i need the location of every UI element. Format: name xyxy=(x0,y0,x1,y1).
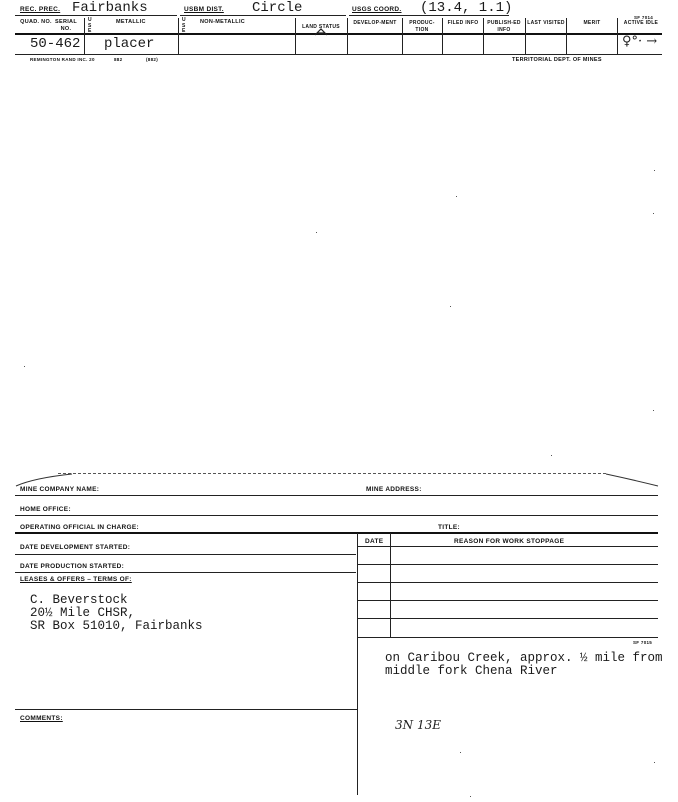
reason-header: REASON FOR WORK STOPPAGE xyxy=(454,538,565,545)
operating-official-label: OPERATING OFFICIAL IN CHARGE: xyxy=(20,524,139,531)
col-divider xyxy=(525,18,526,54)
date-col-divider xyxy=(390,533,391,637)
header-nonmetallic: NON-METALLIC xyxy=(200,19,246,25)
header-use: U S E xyxy=(88,17,92,34)
col-divider xyxy=(483,18,484,54)
date-production-label: DATE PRODUCTION STARTED: xyxy=(20,563,125,570)
header-active-idle: ACTIVE IDLE xyxy=(623,20,659,26)
header-published-info: PUBLISH-ED INFO xyxy=(487,20,521,33)
speck xyxy=(24,366,25,367)
header-metallic: METALLIC xyxy=(116,19,146,25)
handwritten-mark-top: ♀°· → xyxy=(622,34,658,49)
speck xyxy=(316,232,317,233)
card-curve-right xyxy=(604,472,660,488)
speck xyxy=(456,196,457,197)
header-last-visited: LAST VISITED xyxy=(527,20,565,26)
footer-remington: REMINGTON RAND INC. 20 xyxy=(30,57,95,62)
header-production: PRODUC-TION xyxy=(409,20,435,33)
rule xyxy=(349,15,509,16)
home-office-label: HOME OFFICE: xyxy=(20,506,71,513)
usbm-dist-label: USBM DIST. xyxy=(184,6,224,13)
header-merit: MERIT xyxy=(583,20,601,26)
col-divider xyxy=(617,18,618,54)
rule xyxy=(357,637,658,638)
footer-territorial: TERRITORIAL DEPT. OF MINES xyxy=(512,57,602,63)
speck xyxy=(653,410,654,411)
header-quad: QUAD. NO. xyxy=(20,19,52,25)
col-divider xyxy=(178,18,179,54)
footer-code-2: (882) xyxy=(146,57,159,62)
speck xyxy=(450,306,451,307)
date-header: DATE xyxy=(365,538,384,545)
rule xyxy=(15,515,658,516)
leases-label: LEASES & OFFERS – TERMS OF: xyxy=(20,576,132,583)
rule xyxy=(15,554,356,555)
rule xyxy=(357,600,658,601)
rule xyxy=(15,495,658,496)
col-divider xyxy=(402,18,403,54)
speck xyxy=(654,170,655,171)
leases-line: 20½ Mile CHSR, xyxy=(30,606,136,620)
header-serial: SERIAL NO. xyxy=(55,19,77,32)
date-development-label: DATE DEVELOPMENT STARTED: xyxy=(20,544,131,551)
rule xyxy=(357,546,658,547)
leases-text xyxy=(30,594,203,633)
leases-line: C. Beverstock xyxy=(30,593,128,607)
header-land-status: LAND STATUS xyxy=(302,24,340,30)
rec-prec-label: REC. PREC. xyxy=(20,6,61,13)
rule xyxy=(15,15,177,16)
form-number-top: SF 7014 xyxy=(634,15,654,20)
title-label: TITLE: xyxy=(438,524,461,531)
handwritten-location: 3N 13E xyxy=(395,718,441,732)
rec-prec-value: Fairbanks xyxy=(72,0,148,16)
form-number-bottom: SF 7015 xyxy=(633,640,653,645)
leases-line: SR Box 51010, Fairbanks xyxy=(30,619,203,633)
pen-mark xyxy=(313,27,329,37)
header-development: DEVELOP-MENT xyxy=(353,20,397,26)
speck xyxy=(460,752,461,753)
card-edge xyxy=(58,473,606,474)
rule xyxy=(180,15,346,16)
speck xyxy=(551,455,552,456)
rule xyxy=(15,572,356,573)
comments-label: COMMENTS: xyxy=(20,715,63,722)
header-bottom-rule xyxy=(15,33,662,35)
speck xyxy=(653,213,654,214)
col-divider xyxy=(347,18,348,54)
rule xyxy=(357,618,658,619)
usgs-coord-label: USGS COORD. xyxy=(352,6,402,13)
footer-code-1: 882 xyxy=(114,57,123,62)
header-filed-info: FILED INFO xyxy=(447,20,479,26)
col-divider xyxy=(566,18,567,54)
mine-company-label: MINE COMPANY NAME: xyxy=(20,486,100,493)
right-table-border xyxy=(357,533,358,795)
header-use-2: U S E xyxy=(182,17,186,34)
rule xyxy=(357,582,658,583)
metallic-value: placer xyxy=(104,36,155,52)
quad-serial-value: 50-462 xyxy=(30,36,81,52)
location-text xyxy=(385,652,663,678)
usbm-dist-value: Circle xyxy=(252,0,303,16)
speck xyxy=(470,796,471,797)
location-line: on Caribou Creek, approx. ½ mile from xyxy=(385,651,663,665)
col-divider xyxy=(84,18,85,54)
rule xyxy=(15,532,658,534)
col-divider xyxy=(442,18,443,54)
rule xyxy=(357,564,658,565)
usgs-coord-value: (13.4, 1.1) xyxy=(420,0,513,16)
rule xyxy=(15,709,357,710)
mine-address-label: MINE ADDRESS: xyxy=(366,486,422,493)
col-divider xyxy=(295,18,296,54)
row-bottom-rule xyxy=(15,54,662,55)
speck xyxy=(654,762,655,763)
location-line: middle fork Chena River xyxy=(385,664,558,678)
